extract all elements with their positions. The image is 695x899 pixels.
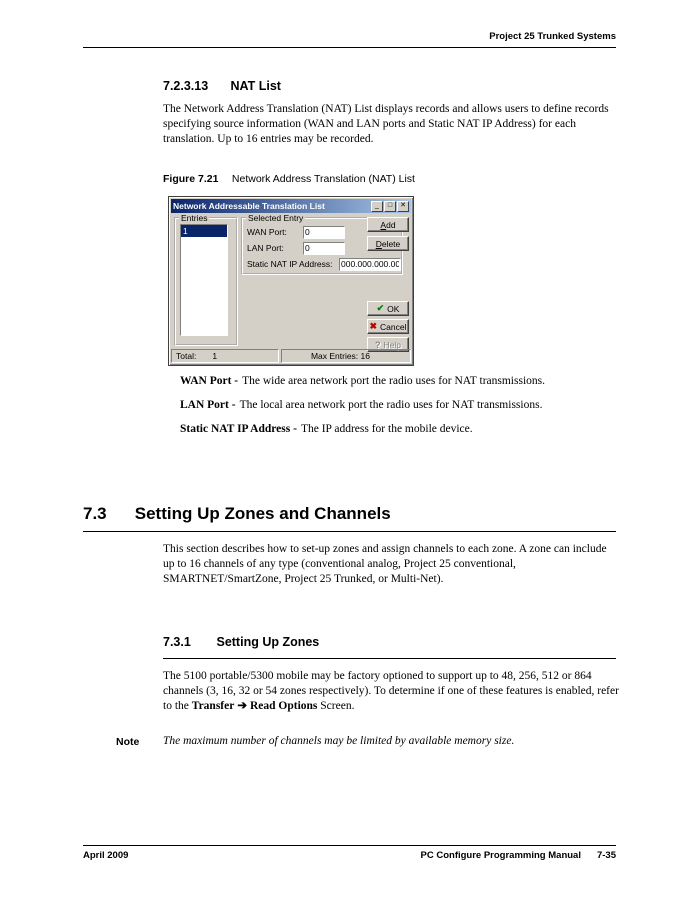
zones-setup-paragraph <box>163 669 619 714</box>
section-heading-nat-list <box>163 79 281 93</box>
figure-caption <box>163 173 415 185</box>
footer-manual-title <box>421 850 616 861</box>
minimize-button[interactable] <box>371 201 383 212</box>
status-max-entries-panel <box>281 349 411 363</box>
cancel-x-icon: ✖ <box>369 321 378 331</box>
entries-listbox[interactable] <box>180 224 228 336</box>
paragraph-text: Screen. <box>317 700 355 712</box>
maximize-button[interactable] <box>384 201 396 212</box>
definition-static-nat-ip <box>180 423 473 435</box>
maximize-icon: □ <box>387 201 393 209</box>
section-title: Setting Up Zones and Channels <box>134 504 391 523</box>
status-total-value: 1 <box>212 351 218 361</box>
section-number: 7.2.3.13 <box>163 79 209 93</box>
definition-term: Static NAT IP Address - <box>180 423 297 435</box>
selected-entry-group-label: Selected Entry <box>248 213 304 223</box>
subsection-rule <box>163 658 616 659</box>
figure-label: Figure 7.21 <box>163 173 219 185</box>
static-nat-ip-row <box>247 257 401 271</box>
section-title: NAT List <box>230 79 281 93</box>
figure-caption-text: Network Address Translation (NAT) List <box>231 173 415 185</box>
status-total-label: Total: <box>176 351 197 361</box>
note-text: The maximum number of channels may be limited by available memory size. <box>163 735 515 747</box>
section-heading-zones-channels <box>83 504 391 524</box>
section-number: 7.3 <box>83 504 107 523</box>
status-max-entries-text: Max Entries: 16 <box>310 351 370 361</box>
definition-text: The local area network port the radio uses for NAT transmissions. <box>239 399 543 411</box>
footer-page-number: 7-35 <box>596 850 616 861</box>
delete-button[interactable] <box>367 236 409 251</box>
paragraph-text: The 5100 portable/5300 mobile may be factory optioned to support up to 48, 256, 512 or 864 channels (3, 16, 32 or 54 zones respectively). To determine if one of these features is enabled, refer to the <box>163 670 619 712</box>
nat-dialog-screenshot <box>168 196 414 366</box>
add-button[interactable] <box>367 217 409 232</box>
cancel-button-label: Cancel <box>380 321 407 332</box>
definition-text: The IP address for the mobile device. <box>300 423 473 435</box>
zones-paragraph: This section describes how to set-up zones and assign channels to each zone. A zone can include up to 16 channels of any type (conventional analog, Project 25 conventional, SMARTNET/SmartZone, Project 25 Trunked, or Multi-Net). <box>163 543 607 585</box>
minimize-icon: _ <box>375 201 379 209</box>
note-label: Note <box>116 736 140 748</box>
footer-rule <box>83 845 616 846</box>
definition-term: LAN Port - <box>180 399 236 411</box>
page-footer <box>83 850 616 861</box>
add-button-label: Add <box>380 219 396 230</box>
transfer-menu-reference: Transfer <box>191 700 235 712</box>
arrow-right-icon: ➔ <box>237 700 247 712</box>
status-total-panel <box>171 349 279 363</box>
wan-port-input[interactable] <box>303 226 345 239</box>
dialog-titlebar[interactable] <box>171 199 411 213</box>
definition-wan-port <box>180 375 545 387</box>
delete-button-label: Delete <box>375 238 401 249</box>
section-title: Setting Up Zones <box>216 635 320 649</box>
wan-port-label: WAN Port: <box>247 227 287 237</box>
header-rule <box>83 47 616 48</box>
definition-text: The wide area network port the radio uses for NAT transmissions. <box>242 375 545 387</box>
close-button[interactable] <box>397 201 409 212</box>
close-icon: ✕ <box>400 201 406 209</box>
section-rule <box>83 531 616 532</box>
help-question-icon: ? <box>375 339 381 350</box>
definition-term: WAN Port - <box>180 375 239 387</box>
static-nat-ip-label: Static NAT IP Address: <box>247 259 333 269</box>
help-button-label: Help <box>383 339 401 350</box>
entries-list-item[interactable]: 1 <box>181 225 227 237</box>
definition-lan-port <box>180 399 542 411</box>
ok-button[interactable] <box>367 301 409 316</box>
lan-port-label: LAN Port: <box>247 243 284 253</box>
lan-port-input[interactable] <box>303 242 345 255</box>
header-running-title: Project 25 Trunked Systems <box>489 31 616 42</box>
section-number: 7.3.1 <box>163 635 191 649</box>
nat-list-paragraph: The Network Address Translation (NAT) List displays records and allows users to define records specifying source information (WAN and LAN ports and Static NAT IP Address) for each translation. Up to 16 entries may be recorded. <box>163 103 609 145</box>
ok-button-label: OK <box>387 303 400 314</box>
read-options-reference: Read Options <box>249 700 318 712</box>
static-nat-ip-input[interactable] <box>339 258 401 271</box>
footer-date: April 2009 <box>83 850 129 861</box>
ok-check-icon: ✔ <box>376 303 385 313</box>
entries-group <box>174 213 238 346</box>
cancel-button[interactable] <box>367 319 409 334</box>
dialog-statusbar <box>171 349 411 363</box>
section-heading-setting-up-zones <box>163 635 319 649</box>
footer-manual-name: PC Configure Programming Manual <box>420 850 581 861</box>
dialog-title: Network Addressable Translation List <box>173 201 325 211</box>
entries-group-label: Entries <box>181 213 208 223</box>
